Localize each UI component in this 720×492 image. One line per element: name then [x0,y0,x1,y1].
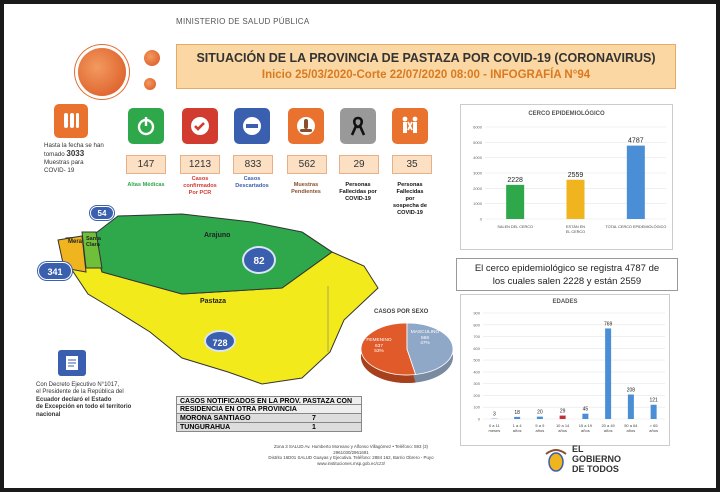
cerco-y-tick: 5000 [473,139,482,145]
virus-icon [144,78,156,90]
table-header: CASOS NOTIFICADOS EN LA PROV. PASTAZA CON [176,396,362,405]
tests-summary: Hasta la fecha se han tomado 3033 Muestras para COVID- 19 [44,142,104,174]
edades-value-label: 121 [649,397,658,404]
edades-y-tick: 500 [473,357,480,363]
edades-y-tick: 900 [473,310,480,316]
cerco-y-tick: 0 [479,216,482,222]
infographic-page [4,4,716,488]
logo-text: EL GOBIERNO DE TODOS [572,444,622,474]
stat-label-fallecidos: Personas Fallecidas por COVID-19 [339,182,377,202]
cerco-x-tick: ESTÁN EN [566,225,585,229]
edades-y-tick: 600 [473,345,480,351]
sexo-fem-label: FEMENINO 637 53% [366,338,392,354]
stat-value-fallecidos: 29 [339,155,379,174]
edades-x-tick: meses [488,428,501,433]
sexo-chart-title: CASOS POR SEXO [374,309,429,315]
map-bubble-pastaza: 728 [204,330,236,352]
cerco-bar [567,180,585,219]
cerco-x-tick: SALEN DEL CERCO [497,225,533,229]
table-row: MORONA SANTIAGO 7 [176,414,362,423]
cerco-value-label: 4787 [628,137,644,145]
edades-value-label: 18 [514,409,520,416]
map-label-santa-clara: Santa Clara [86,236,101,248]
cerco-chart-panel [460,104,673,250]
map-label-arajuno: Arajuno [204,232,231,239]
coat-of-arms-icon [544,446,568,476]
stat-value-pendientes: 562 [287,155,327,174]
power-icon [128,108,164,144]
edades-x-tick: 50 a 64 [624,423,638,428]
edades-chart-panel [460,294,670,446]
cerco-y-tick: 1000 [473,201,482,207]
people-x-icon [392,108,428,144]
edades-bar [605,328,611,419]
edades-bar [628,395,634,419]
edades-x-tick: años [535,428,545,433]
edades-x-tick: años [626,428,636,433]
stat-value-sospecha: 35 [392,155,432,174]
edades-x-tick: años [603,428,613,433]
edades-value-label: 20 [537,409,543,416]
edades-bar [560,416,566,419]
cerco-chart-title: CERCO EPIDEMIOLÓGICO [528,111,605,117]
document-icon [58,350,86,376]
virus-icon [144,50,160,66]
cerco-y-tick: 6000 [473,124,482,130]
map-label-pastaza: Pastaza [200,298,227,305]
sexo-mas-label: MASCULINO 566 47% [410,330,440,346]
stat-label-altas: Altas Médicas [127,182,165,188]
cerco-value-label: 2228 [507,176,523,184]
cerco-y-tick: 2000 [473,185,482,191]
footer-contact: Zona 3 SALUD Av. Humberto Moreano y Alfonso Villagómez • Teléfono: 593 (3) 2961030/2961691 Distrito 16D01 SALUD Guayas y Ejecutiva. Teléfono: 2884 162, Barrio Obrero - Puyo www.instituciones.msp.gob.ec/cz3/ [268,444,434,466]
edades-value-label: 3 [492,411,496,418]
edades-x-tick: años [581,428,590,433]
cerco-x-tick: EL CERCO [565,230,586,234]
edades-x-tick: > 65 [649,423,658,428]
edades-y-tick: 800 [473,322,480,328]
map-bubble-santa-clara: 54 [90,206,114,220]
cerco-bar [627,146,645,219]
map-label-mera: Mera [68,239,83,245]
stat-value-descartados: 833 [233,155,273,174]
minus-icon [234,108,270,144]
edades-value-label: 769 [603,321,613,328]
main-title: SITUACIÓN DE LA PROVINCIA DE PASTAZA POR COVID-19 (CORONAVIRUS) [196,51,656,65]
checkmark-icon [182,108,218,144]
stat-label-pendientes: Muestras Pendientes [291,182,321,195]
edades-bar-chart [461,307,669,445]
cerco-y-tick: 3000 [473,170,482,176]
edades-bar [537,417,543,419]
stat-label-sospecha: Personas Fallecidas por sospecha de COVID-19 [393,182,427,216]
edades-y-tick: 400 [473,369,480,375]
pastaza-map [32,202,392,388]
map-bubble-arajuno: 82 [242,246,276,274]
ministry-name: MINISTERIO DE SALUD PÚBLICA [176,17,310,26]
cerco-message: El cerco epidemiológico se registra 4787 de los cuales salen 2228 y están 2559 [456,258,678,291]
gobierno-logo [544,444,654,480]
edades-bar [651,405,657,419]
edades-x-tick: 15 a 19 [578,423,593,428]
date-range: Inicio 25/03/2020-Corte 22/07/2020 08:00 - INFOGRAFÍA N°94 [261,69,591,81]
virus-icon [78,48,126,96]
edades-x-tick: años [512,428,522,433]
test-tubes-icon [54,104,88,138]
table-row: TUNGURAHUA 1 [176,423,362,432]
cerco-y-tick: 4000 [473,155,482,161]
edades-bar [514,417,520,419]
title-box [176,44,676,89]
stat-label-confirmados: Casos confirmados Por PCR [183,176,217,196]
cerco-bar [506,185,524,219]
edades-y-tick: 300 [473,381,480,387]
edades-chart-title: EDADES [552,299,578,305]
edades-x-tick: 0 a 11 [488,423,500,428]
stat-value-altas: 147 [126,155,166,174]
edades-x-tick: 5 a 9 [535,423,545,428]
edades-x-tick: 10 a 14 [555,423,570,428]
edades-x-tick: 1 a 4 [512,423,522,428]
ribbon-icon [340,108,376,144]
edades-x-tick: años [558,428,567,433]
stat-value-confirmados: 1213 [180,155,220,174]
stat-label-descartados: Casos Descartados [235,176,269,189]
edades-value-label: 29 [559,408,566,415]
cerco-value-label: 2559 [567,171,584,179]
other-province-table [176,396,362,432]
edades-value-label: 45 [582,406,589,413]
edades-y-tick: 700 [473,334,480,340]
edades-y-tick: 0 [477,416,480,422]
edades-x-tick: 20 a 49 [601,423,615,428]
edades-y-tick: 200 [473,392,480,398]
map-bubble-mera: 341 [38,262,72,280]
decree-text: Con Decreto Ejecutivo N°1017, el Presidente de la República del Ecuador declaró el Estado de Excepción en todo el territorio nacional [36,382,132,418]
edades-y-tick: 100 [473,404,480,410]
table-header: RESIDENCIA EN OTRA PROVINCIA [176,405,362,414]
lab-hand-icon [288,108,324,144]
tests-count: 3033 [66,149,85,158]
edades-x-tick: años [649,428,658,433]
cerco-x-tick: TOTAL CERCO EPIDEMIOLÓGICO [605,225,667,229]
cerco-bar-chart [461,119,672,249]
edades-bar [582,414,588,419]
edades-value-label: 208 [626,387,636,394]
